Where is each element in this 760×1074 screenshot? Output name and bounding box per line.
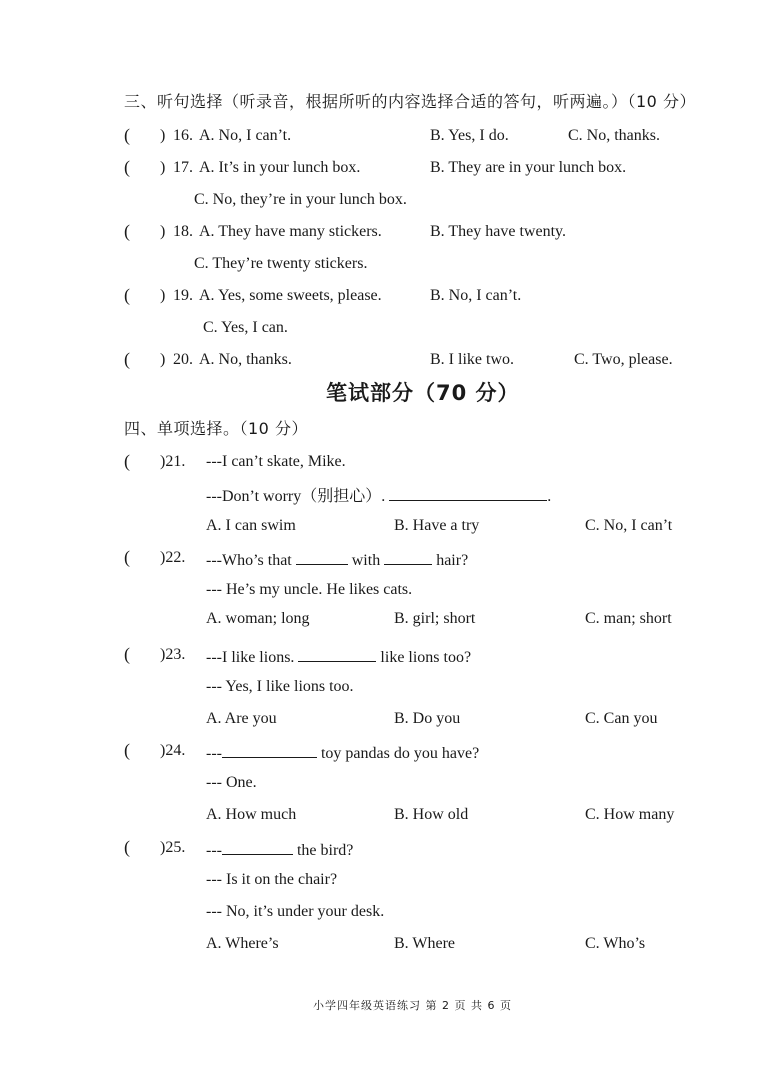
- answer-blank[interactable]: [389, 486, 547, 501]
- question-line: --- Is it on the chair?: [206, 871, 338, 888]
- question-number: )24.: [160, 742, 186, 759]
- option-a: A. Yes, some sweets, please.: [199, 287, 382, 304]
- answer-blank[interactable]: [384, 550, 432, 565]
- question-number: 18.: [173, 223, 193, 240]
- section-3-title: 三、听句选择（听录音，根据所听的内容选择合适的答句，听两遍。）（10 分）: [124, 92, 696, 111]
- answer-paren-open: (: [124, 837, 130, 857]
- option-c: C. How many: [585, 806, 675, 823]
- option-c: C. Can you: [585, 710, 658, 727]
- question-text: ---Who’s that: [206, 552, 296, 569]
- answer-blank[interactable]: [222, 743, 317, 758]
- question-text: with: [347, 552, 385, 569]
- question-line: --- He’s my uncle. He likes cats.: [206, 581, 413, 598]
- answer-paren-open: (: [124, 157, 130, 177]
- option-a: A. They have many stickers.: [199, 223, 382, 240]
- option-b: B. Have a try: [394, 517, 480, 534]
- question-text: toy pandas do you have?: [316, 745, 480, 762]
- question-number: 20.: [173, 351, 193, 368]
- option-b: B. Where: [394, 935, 456, 952]
- question-line: --- No, it’s under your desk.: [206, 903, 385, 920]
- option-b: B. How old: [394, 806, 469, 823]
- option-a: A. Are you: [206, 710, 277, 727]
- section-4-title: 四、单项选择。（10 分）: [124, 419, 308, 438]
- answer-paren-close: ): [160, 351, 166, 368]
- answer-paren-open: (: [124, 451, 130, 471]
- answer-paren-open: (: [124, 740, 130, 760]
- question-text: hair?: [432, 552, 469, 569]
- option-c: C. man; short: [585, 610, 672, 627]
- question-line: --- Yes, I like lions too.: [206, 678, 354, 695]
- answer-paren-close: ): [160, 223, 166, 240]
- answer-paren-open: (: [124, 125, 130, 145]
- question-number: 19.: [173, 287, 193, 304]
- question-number: 17.: [173, 159, 193, 176]
- option-c: C. Who’s: [585, 935, 646, 952]
- answer-paren-open: (: [124, 349, 130, 369]
- written-part-title: 笔试部分（70 分）: [326, 381, 520, 405]
- question-text: ---: [206, 745, 222, 762]
- page-footer: 小学四年级英语练习 第 2 页 共 6 页: [313, 999, 512, 1012]
- question-number: )23.: [160, 646, 186, 663]
- option-c: C. No, they’re in your lunch box.: [194, 191, 407, 208]
- option-b: B. Yes, I do.: [430, 127, 509, 144]
- option-c: C. No, I can’t: [585, 517, 673, 534]
- question-line: [206, 486, 551, 505]
- answer-blank[interactable]: [298, 647, 376, 662]
- option-c: C. Two, please.: [574, 351, 673, 368]
- option-a: A. No, thanks.: [199, 351, 292, 368]
- option-b: B. They are in your lunch box.: [430, 159, 627, 176]
- answer-blank[interactable]: [222, 840, 293, 855]
- answer-paren-close: ): [160, 127, 166, 144]
- question-number: )21.: [160, 453, 186, 470]
- question-line: [206, 550, 468, 569]
- option-b: B. Do you: [394, 710, 461, 727]
- option-a: A. woman; long: [206, 610, 310, 627]
- answer-paren-open: (: [124, 221, 130, 241]
- answer-paren-open: (: [124, 644, 130, 664]
- option-c: C. They’re twenty stickers.: [194, 255, 368, 272]
- question-number: 16.: [173, 127, 193, 144]
- option-b: B. They have twenty.: [430, 223, 566, 240]
- answer-paren-close: ): [160, 159, 166, 176]
- question-line: ---I can’t skate, Mike.: [206, 453, 346, 470]
- question-text: like lions too?: [376, 649, 472, 666]
- option-b: B. I like two.: [430, 351, 514, 368]
- question-text: ---I like lions.: [206, 649, 299, 666]
- option-a: A. How much: [206, 806, 297, 823]
- option-a: A. No, I can’t.: [199, 127, 292, 144]
- option-a: A. I can swim: [206, 517, 296, 534]
- option-a: A. Where’s: [206, 935, 279, 952]
- answer-paren-open: (: [124, 285, 130, 305]
- option-b: B. girl; short: [394, 610, 476, 627]
- question-line: [206, 647, 471, 666]
- question-text: the bird?: [292, 842, 354, 859]
- question-text: .: [547, 488, 552, 505]
- question-line: --- One.: [206, 774, 257, 791]
- answer-paren-open: (: [124, 547, 130, 567]
- question-text: ---: [206, 842, 222, 859]
- answer-paren-close: ): [160, 287, 166, 304]
- question-line: [206, 840, 353, 859]
- question-text: ---Don’t worry（别担心）.: [206, 488, 390, 505]
- option-c: C. No, thanks.: [568, 127, 660, 144]
- answer-blank[interactable]: [296, 550, 348, 565]
- question-line: [206, 743, 479, 762]
- question-number: )22.: [160, 549, 186, 566]
- option-a: A. It’s in your lunch box.: [199, 159, 361, 176]
- question-number: )25.: [160, 839, 186, 856]
- option-c: C. Yes, I can.: [203, 319, 288, 336]
- option-b: B. No, I can’t.: [430, 287, 522, 304]
